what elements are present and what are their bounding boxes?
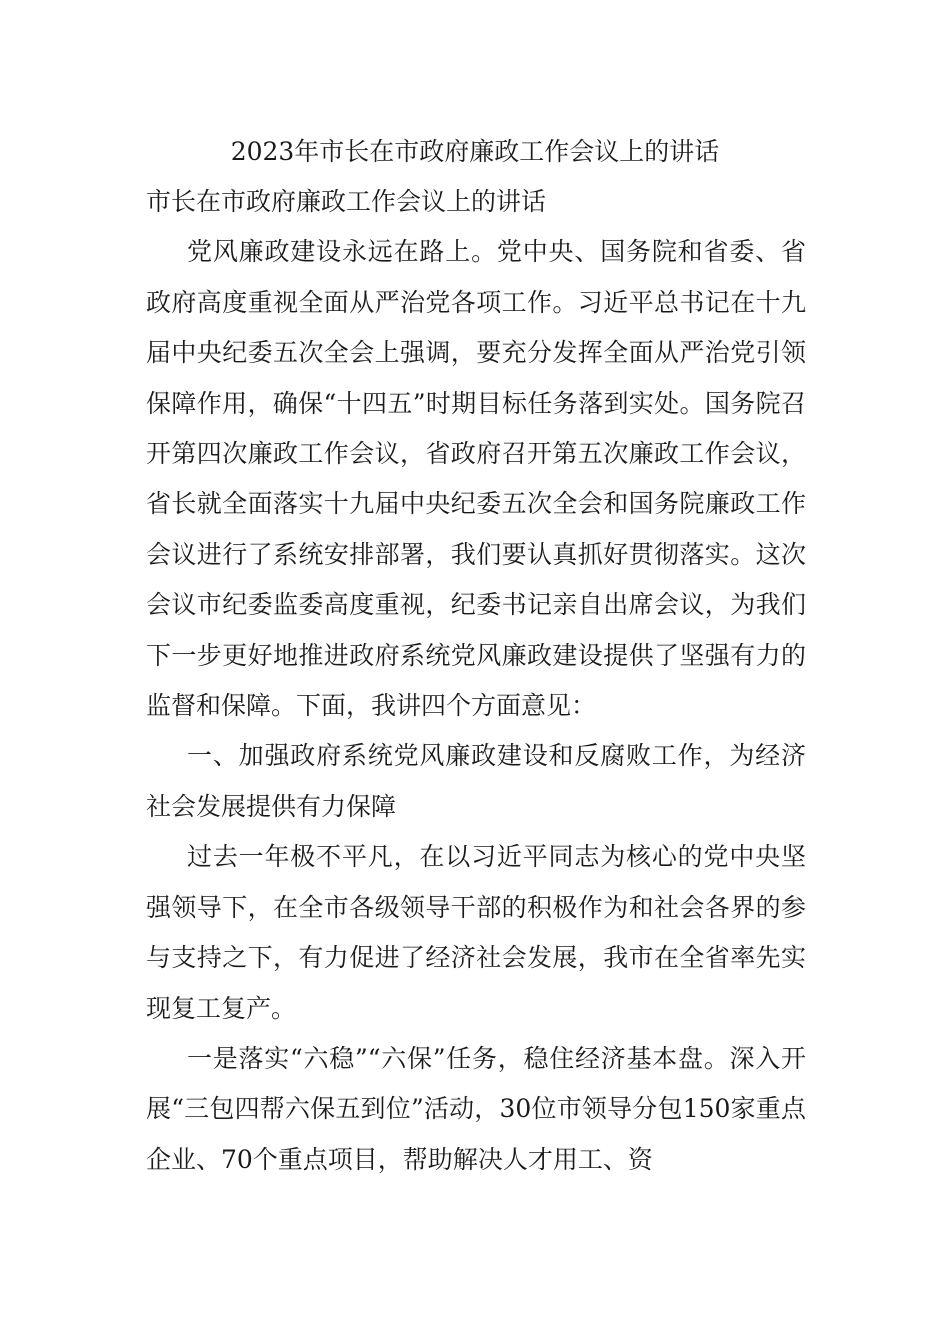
document-body [146, 177, 806, 1185]
paragraph-point-one: 一是落实“六稳”“六保”任务，稳住经济基本盘。深入开展“三包四帮六保五到位”活动，30位市领导分包150家重点企业、70个重点项目，帮助解决人才用工、资 [146, 1043, 806, 1174]
document-title: 2023年市长在市政府廉政工作会议上的讲话 [230, 137, 720, 166]
paragraph-intro: 党风廉政建设永远在路上。党中央、国务院和省委、省政府高度重视全面从严治党各项工作。习近平总书记在十九届中央纪委五次全会上强调，要充分发挥全面从严治党引领保障作用，确保“十四五”时期目标任务落到实处。国务院召开第四次廉政工作会议，省政府召开第五次廉政工作会议，省长就全面落实十九届中央纪委五次全会和国务院廉政工作会议进行了系统安排部署，我们要认真抓好贯彻落实。这次会议市纪委监委高度重视，纪委书记亲自出席会议，为我们下一步更好地推进政府系统党风廉政建设提供了坚强有力的监督和保障。下面，我讲四个方面意见： [146, 237, 806, 721]
section-heading: 一、加强政府系统党风廉政建设和反腐败工作，为经济社会发展提供有力保障 [146, 741, 806, 821]
document-subtitle: 市长在市政府廉政工作会议上的讲话 [146, 187, 547, 216]
paragraph-review: 过去一年极不平凡，在以习近平同志为核心的党中央坚强领导下，在全市各级领导干部的积极作为和社会各界的参与支持之下，有力促进了经济社会发展，我市在全省率先实现复工复产。 [146, 842, 806, 1023]
